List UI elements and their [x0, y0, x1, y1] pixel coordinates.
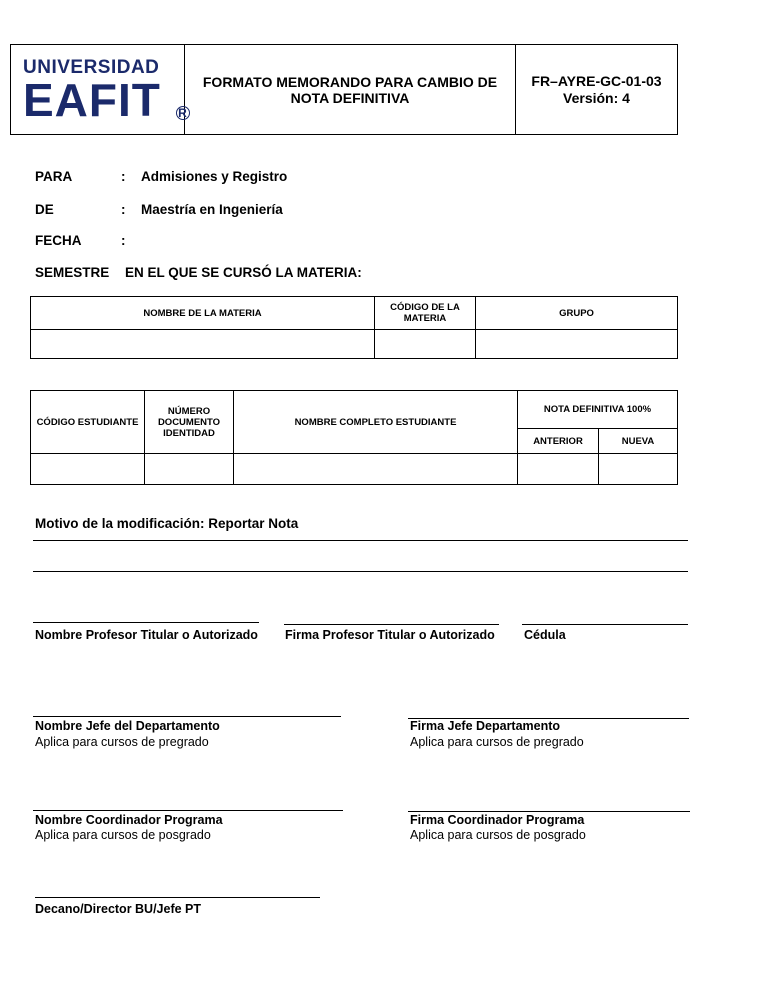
- cedula-line[interactable]: [522, 624, 688, 625]
- logo-text-universidad: UNIVERSIDAD: [23, 56, 160, 78]
- para-label: PARA: [35, 169, 73, 184]
- coord-posgrado-note: Aplica para cursos de posgrado: [35, 828, 211, 842]
- cell-grupo[interactable]: [476, 330, 678, 359]
- jefe-nombre-label: Nombre Jefe del Departamento: [35, 719, 220, 733]
- coord-firma-line[interactable]: [408, 811, 690, 812]
- para-colon: :: [121, 169, 126, 184]
- header-codigo-estudiante: CÓDIGO ESTUDIANTE: [31, 391, 145, 454]
- cell-nota-anterior[interactable]: [518, 454, 599, 485]
- motivo-line-2[interactable]: [33, 571, 688, 572]
- university-logo: [11, 45, 188, 134]
- motivo-line-1[interactable]: [33, 540, 688, 541]
- header-nueva: NUEVA: [599, 429, 678, 454]
- header-nombre-materia: NOMBRE DE LA MATERIA: [31, 297, 375, 330]
- course-table: [30, 296, 678, 359]
- semestre-label: SEMESTRE: [35, 265, 110, 280]
- decano-label: Decano/Director BU/Jefe PT: [35, 902, 202, 916]
- logo-text-eafit: EAFIT R: [23, 78, 184, 122]
- header-nombre-estudiante: NOMBRE COMPLETO ESTUDIANTE: [234, 391, 518, 454]
- header-numero-documento: NÚMERO DOCUMENTO IDENTIDAD: [145, 391, 234, 454]
- profesor-firma-label: Firma Profesor Titular o Autorizado: [285, 628, 495, 642]
- de-value: Maestría en Ingeniería: [141, 202, 283, 217]
- cell-codigo-materia[interactable]: [375, 330, 476, 359]
- de-colon: :: [121, 202, 126, 217]
- decano-line[interactable]: [35, 897, 320, 898]
- coord-nombre-label: Nombre Coordinador Programa: [35, 813, 223, 827]
- para-value: Admisiones y Registro: [141, 169, 288, 184]
- motivo-label: Motivo de la modificación: Reportar Nota: [35, 516, 299, 531]
- jefe-firma-label: Firma Jefe Departamento: [410, 719, 561, 733]
- cell-nombre-materia[interactable]: [31, 330, 375, 359]
- profesor-nombre-line[interactable]: [33, 622, 259, 623]
- document-title: FORMATO MEMORANDO PARA CAMBIO DE NOTA DEFINITIVA: [185, 45, 516, 134]
- header-anterior: ANTERIOR: [518, 429, 599, 454]
- cell-nombre-estudiante[interactable]: [234, 454, 518, 485]
- cell-nota-nueva[interactable]: [599, 454, 678, 485]
- header-nota-definitiva: NOTA DEFINITIVA 100%: [518, 391, 678, 429]
- coord-firma-label: Firma Coordinador Programa: [410, 813, 585, 827]
- document-header: [10, 44, 678, 135]
- coord-nombre-line[interactable]: [33, 810, 343, 811]
- jefe-pregrado-note: Aplica para cursos de pregrado: [35, 735, 209, 749]
- form-version: Versión: 4: [563, 89, 630, 106]
- form-code: FR–AYRE-GC-01-03: [531, 72, 662, 89]
- jefe-nombre-line[interactable]: [33, 716, 341, 717]
- cell-numero-documento[interactable]: [145, 454, 234, 485]
- student-table: [30, 390, 678, 485]
- fecha-label: FECHA: [35, 233, 82, 248]
- header-grupo: GRUPO: [476, 297, 678, 330]
- fecha-colon: :: [121, 233, 126, 248]
- header-codigo-materia: CÓDIGO DE LA MATERIA: [375, 297, 476, 330]
- jefe-firma-pregrado-note: Aplica para cursos de pregrado: [410, 735, 584, 749]
- profesor-firma-line[interactable]: [284, 624, 499, 625]
- profesor-nombre-label: Nombre Profesor Titular o Autorizado: [35, 628, 258, 642]
- cell-codigo-estudiante[interactable]: [31, 454, 145, 485]
- coord-firma-posgrado-note: Aplica para cursos de posgrado: [410, 828, 586, 842]
- cedula-label: Cédula: [524, 628, 566, 642]
- registered-mark: R: [176, 106, 190, 120]
- de-label: DE: [35, 202, 54, 217]
- semestre-value: EN EL QUE SE CURSÓ LA MATERIA:: [125, 265, 362, 280]
- document-code: [516, 45, 677, 134]
